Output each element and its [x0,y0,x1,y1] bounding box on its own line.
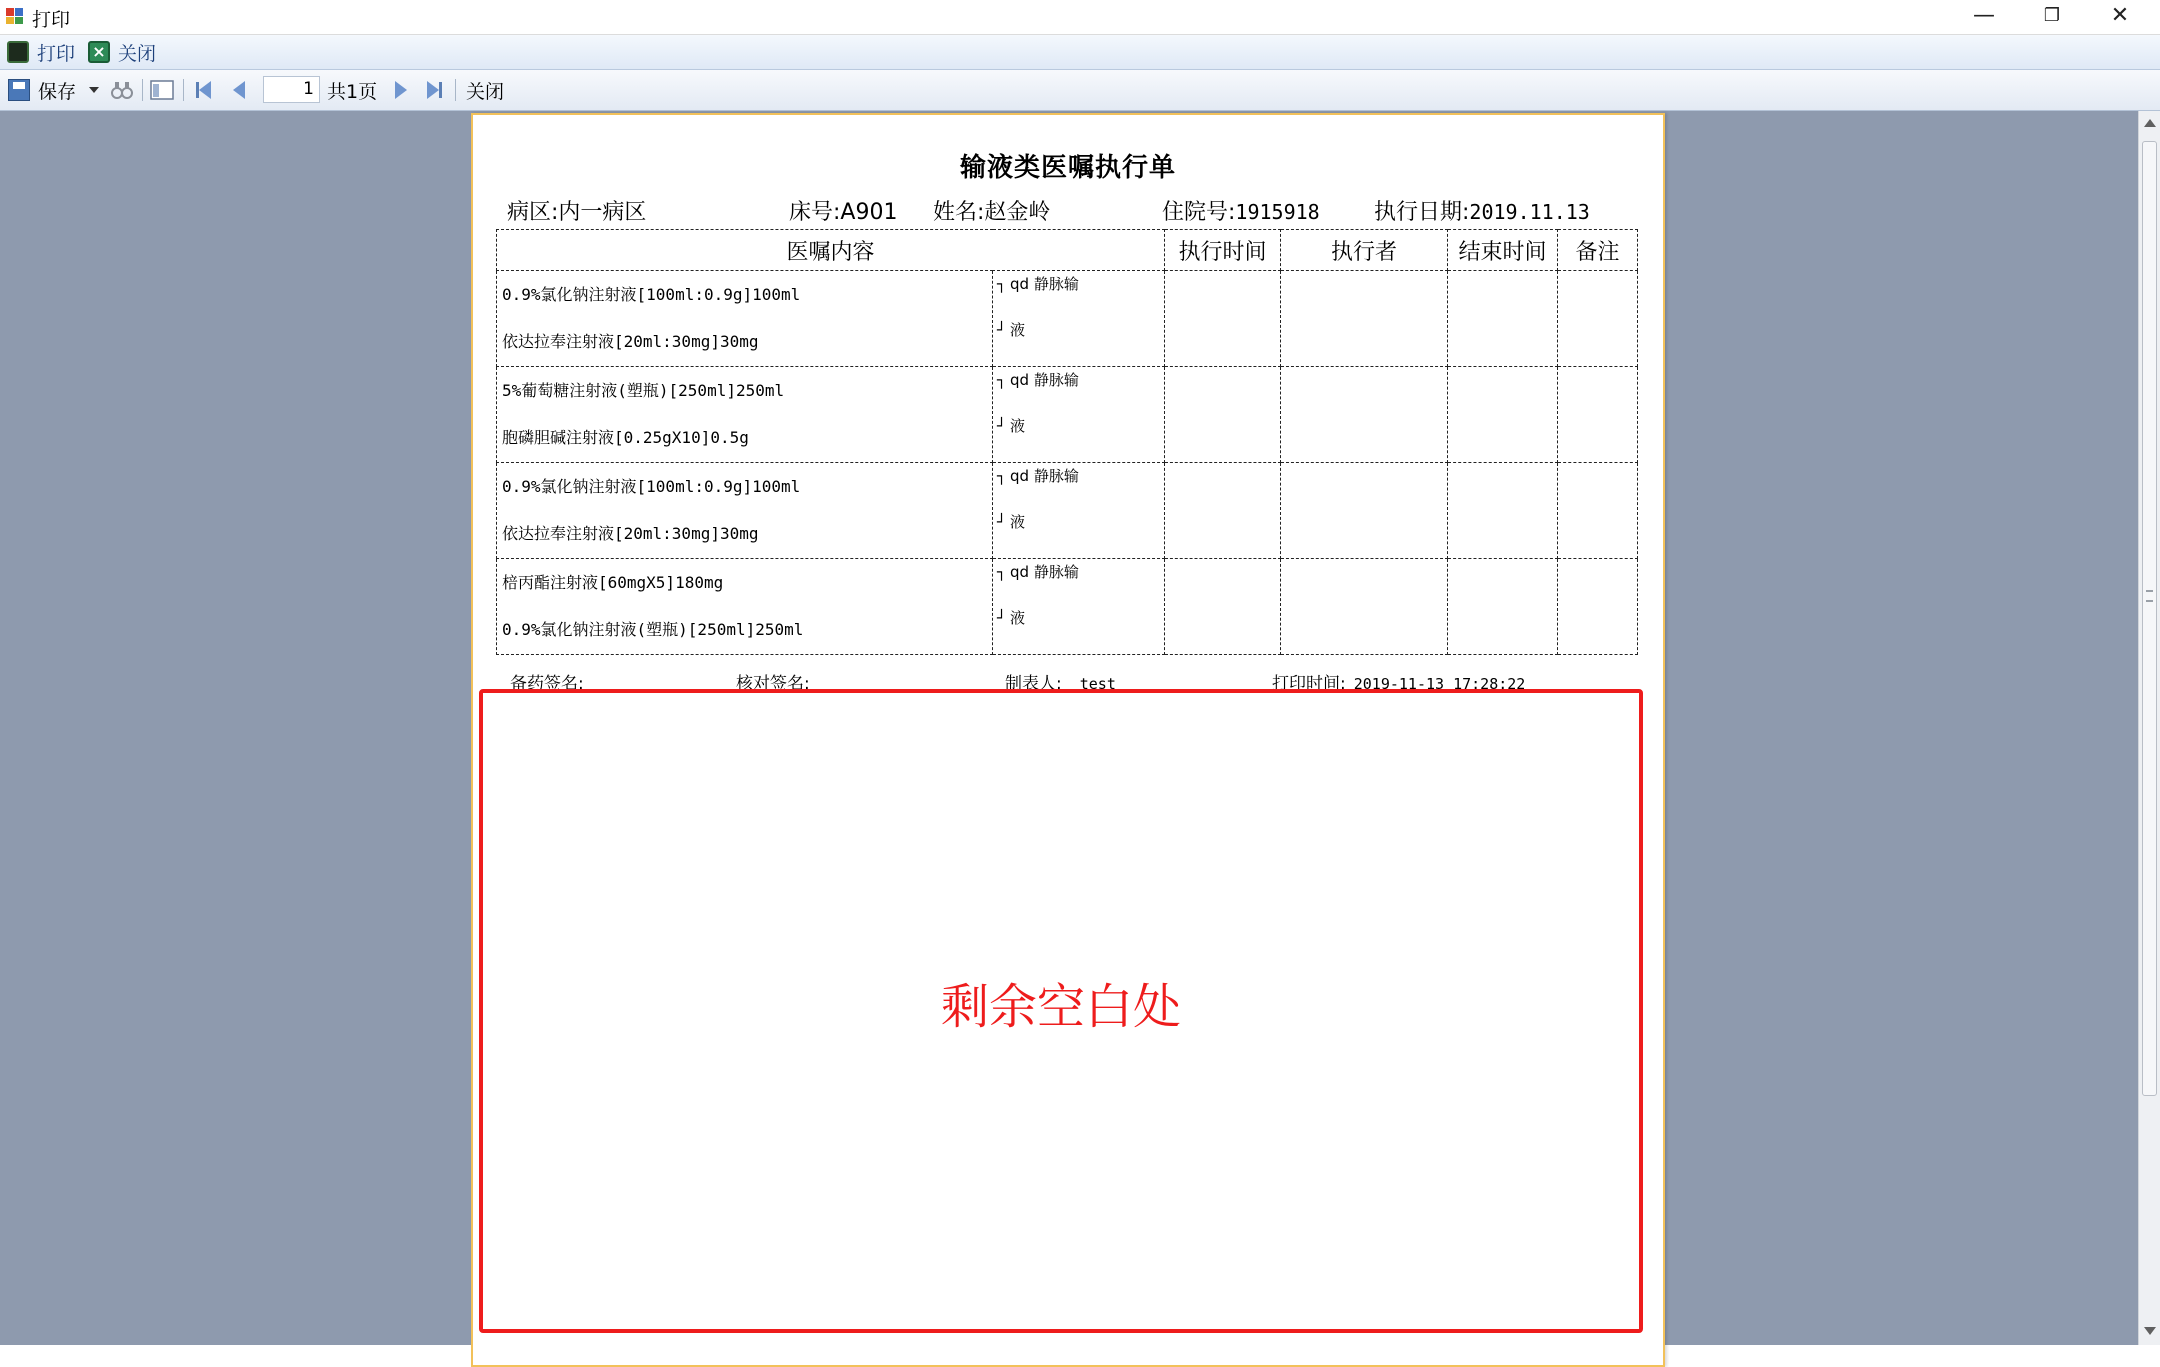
maker-label: 制表人: [1005,674,1062,694]
print-button[interactable] [7,39,75,65]
printer-icon [7,41,29,63]
table-header-row [497,230,1638,271]
exec-time-cell [1165,367,1281,463]
remark-cell [1558,367,1638,463]
column-header: 备注 [1558,230,1638,271]
order-content-cell [497,559,993,655]
table-row [497,367,1638,463]
minimize-button[interactable]: — [1973,3,1995,28]
close-x-icon: × [88,41,110,63]
executor-cell [1281,367,1448,463]
window-titlebar [0,0,2160,35]
column-header: 执行时间 [1165,230,1281,271]
restore-button[interactable]: ❐ [2043,5,2061,26]
toolbar-divider [142,79,143,101]
bed-label: 床号: [789,200,841,225]
bracket-top-icon: ┐ [997,467,1007,485]
admission-value: 1915918 [1235,200,1320,224]
grip-icon [2146,590,2153,602]
remark-cell [1558,559,1638,655]
bracket-bottom-icon: ┘ [997,417,1007,435]
remaining-blank-label: 剩余空白处 [940,979,1181,1035]
app-icon [5,6,25,26]
menu-toolbar [0,35,2160,70]
print-button-label: 打印 [37,42,76,65]
column-header: 结束时间 [1448,230,1558,271]
order-content-cell [497,271,993,367]
exec-date-info [1374,195,1590,226]
bracket-top-icon: ┐ [997,371,1007,389]
scroll-down-arrow-icon[interactable] [2144,1327,2156,1335]
first-page-button[interactable] [196,78,211,102]
exec-time-cell [1165,559,1281,655]
bracket-bottom-icon: ┘ [997,321,1007,339]
usage-line: 液 [1010,609,1026,627]
print-time-value: 2019-11-13 17:28:22 [1353,675,1526,693]
bracket-bottom-icon: ┘ [997,609,1007,627]
remark-cell [1558,271,1638,367]
current-page-input[interactable]: 1 [263,76,320,103]
end-time-cell [1448,367,1558,463]
floppy-disk-icon [8,79,30,101]
medication-line: 胞磷胆碱注射液[0.25gX10]0.5g [502,428,749,447]
prep-signature-label: 备药签名: [510,674,584,694]
patient-name-value: 赵金岭 [984,200,1051,225]
last-page-button[interactable] [427,78,442,102]
usage-cell [993,271,1165,367]
bed-value: A901 [840,200,898,225]
toolbar-close-button[interactable]: 关闭 [466,80,505,103]
next-page-icon [395,81,407,99]
ward-info [507,195,646,226]
medication-line: 依达拉奉注射液[20ml:30mg]30mg [502,332,759,351]
previous-page-button[interactable] [233,78,245,102]
save-dropdown-arrow[interactable] [89,78,99,102]
chevron-down-icon [89,87,99,93]
ward-label: 病区: [507,200,559,225]
admission-label: 住院号: [1162,200,1236,225]
report-title: 输液类医嘱执行单 [959,153,1176,183]
table-row [497,271,1638,367]
check-signature-label: 核对签名: [736,674,810,694]
maker-value: test [1079,675,1116,693]
orders-table [496,229,1638,655]
previous-page-icon [233,81,245,99]
usage-line: qd 静脉输 [1010,563,1079,581]
toolbar-divider [183,79,184,101]
executor-cell [1281,271,1448,367]
exec-time-cell [1165,271,1281,367]
end-time-cell [1448,463,1558,559]
next-page-button[interactable] [395,78,407,102]
report-page [471,113,1665,1367]
end-time-cell [1448,271,1558,367]
exec-date-label: 执行日期: [1374,200,1470,225]
usage-line: 液 [1010,513,1026,531]
bracket-top-icon: ┐ [997,563,1007,581]
column-header: 执行者 [1281,230,1448,271]
order-content-cell [497,367,993,463]
patient-name-label: 姓名: [933,200,985,225]
table-row [497,559,1638,655]
close-button-label: 关闭 [118,42,157,65]
remaining-blank-annotation-box [479,689,1643,1333]
medication-line: 5%葡萄糖注射液(塑瓶)[250ml]250ml [502,381,785,400]
save-button[interactable] [8,78,76,102]
close-window-button[interactable]: ✕ [2110,3,2130,28]
exec-date-value: 2019.11.13 [1469,200,1590,224]
end-time-cell [1448,559,1558,655]
exec-time-cell [1165,463,1281,559]
print-time-label: 打印时间: [1272,674,1346,694]
medication-line: 0.9%氯化钠注射液(塑瓶)[250ml]250ml [502,620,804,639]
executor-cell [1281,463,1448,559]
ward-value: 内一病区 [558,200,647,225]
column-header: 医嘱内容 [497,230,1165,271]
find-button[interactable] [111,78,133,102]
usage-line: qd 静脉输 [1010,275,1079,293]
medication-line: 0.9%氯化钠注射液[100ml:0.9g]100ml [502,285,801,304]
usage-cell [993,559,1165,655]
remark-cell [1558,463,1638,559]
scroll-up-arrow-icon[interactable] [2144,119,2156,127]
bed-info [789,195,897,226]
last-page-icon [427,81,439,99]
bracket-top-icon: ┐ [997,275,1007,293]
table-row [497,463,1638,559]
vertical-scrollbar[interactable] [2138,111,2160,1345]
usage-line: qd 静脉输 [1010,467,1079,485]
toolbar-divider [455,79,456,101]
bracket-bottom-icon: ┘ [997,513,1007,531]
page-total-label: 共1页 [327,80,378,103]
usage-line: 液 [1010,321,1026,339]
order-content-cell [497,463,993,559]
patient-name-info [933,195,1050,226]
medication-line: 依达拉奉注射液[20ml:30mg]30mg [502,524,759,543]
binoculars-icon [111,79,133,101]
medication-line: 0.9%氯化钠注射液[100ml:0.9g]100ml [502,477,801,496]
usage-line: 液 [1010,417,1026,435]
medication-line: 棓丙酯注射液[60mgX5]180mg [502,573,724,592]
page-layout-icon [150,79,174,101]
usage-cell [993,463,1165,559]
usage-line: qd 静脉输 [1010,371,1079,389]
scrollbar-thumb[interactable] [2142,141,2157,1096]
window-title: 打印 [32,9,71,31]
close-button[interactable] [88,39,156,65]
page-setup-button[interactable] [150,78,174,102]
usage-cell [993,367,1165,463]
executor-cell [1281,559,1448,655]
save-button-label: 保存 [38,80,77,103]
admission-info [1162,195,1320,226]
report-toolbar [0,70,2160,111]
